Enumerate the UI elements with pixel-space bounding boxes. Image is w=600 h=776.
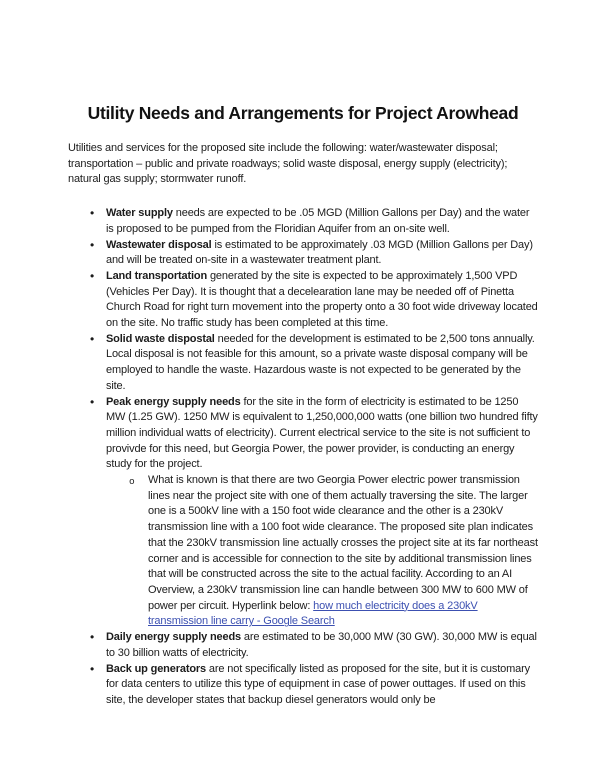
bullet-text: needed for the development is estimated to be 2,500 tons annually. Local disposal is not feasible for this amount, so a private waste disposal company will be employed to handle the waste. Hazardous waste is not expected to be generated by the site. bbox=[106, 332, 535, 392]
bullet-lead: Water supply bbox=[106, 207, 173, 220]
bullet-wastewater-disposal bbox=[106, 238, 538, 269]
bullet-text: are not specifically listed as proposed for the site, but it is customary for data centers to utilize this type of equipment in case of power outtages. If used on this site, the developer states that backup diesel generators would only be bbox=[106, 662, 530, 706]
bullet-text: is estimated to be approximately .03 MGD (Million Gallons per Day) and will be treated on-site in a wastewater treatment plant. bbox=[106, 238, 533, 267]
bullet-land-transportation bbox=[106, 269, 538, 332]
google-search-hyperlink[interactable]: how much electricity does a 230kV transmission line carry - Google Search bbox=[148, 599, 478, 628]
utility-bullet-list bbox=[68, 206, 538, 709]
bullet-lead: Back up generators bbox=[106, 662, 207, 675]
page-title: Utility Needs and Arrangements for Project Arowhead bbox=[87, 103, 519, 123]
bullet-lead: Peak energy supply needs bbox=[106, 395, 241, 408]
bullet-text: are estimated to be 30,000 MW (30 GW). 30,000 MW is equal to 30 billion watts of electricity. bbox=[106, 631, 537, 659]
bullet-daily-energy-supply bbox=[106, 630, 538, 661]
bullet-backup-generators bbox=[106, 662, 538, 709]
intro-paragraph: Utilities and services for the proposed site include the following: water/wastewater disposal; transportation – public and private roadways; solid waste disposal, energy supply (electricity); natural gas supply; stormwater runoff. bbox=[68, 142, 508, 186]
bullet-lead: Daily energy supply needs bbox=[106, 631, 242, 644]
sub-bullet-text: What is known is that there are two Georgia Power electric power transmission lines near the project site with one of them actually traversing the site. The larger one is a 500kV line with a 150 foot wide clearance and the other is a 230kV transmission line with a 100 foot wide clearance. The proposed site plan indicates that the 230kV transmission line actually crosses the project site at its far northeast corner and is accessible for connection to the site by additional transmission lines that will be constructed across the site to the actual facility. According to an AI Overview, a 230kV transmission line can handle between 300 MW to 600 MW of power per circuit. Hyperlink below: bbox=[148, 474, 538, 612]
bullet-text: for the site in the form of electricity is estimated to be 1250 MW (1.25 GW). 1250 MW is equivalent to 1,250,000,000 watts (one billion two hundred fifty million individual watts of electricity). Current electrical service to the site is not sufficient to provivde for this need, but Georgia Power, the power provider, is conducting an energy study for the project. bbox=[106, 395, 538, 471]
bullet-lead: Solid waste dispostal bbox=[106, 332, 215, 345]
bullet-text: needs are expected to be .05 MGD (Million Gallons per Day) and the water is proposed to be pumped from the Floridian Aquifer from an on-site well. bbox=[106, 207, 530, 235]
bullet-lead: Land transportation bbox=[106, 269, 208, 282]
bullet-peak-energy-supply bbox=[106, 395, 538, 631]
sub-bullet-transmission-lines bbox=[106, 473, 538, 630]
bullet-lead: Wastewater disposal bbox=[106, 238, 212, 251]
bullet-solid-waste-disposal bbox=[106, 332, 538, 395]
bullet-water-supply bbox=[106, 206, 538, 237]
bullet-text: generated by the site is expected to be approximately 1,500 VPD (Vehicles Per Day). It is thought that a decelearation lane may be needed off of Pinetta Church Road for right turn movement into the property onto a 30 foot wide driveway located on the site. No traffic study has been completed at this time. bbox=[106, 269, 538, 330]
